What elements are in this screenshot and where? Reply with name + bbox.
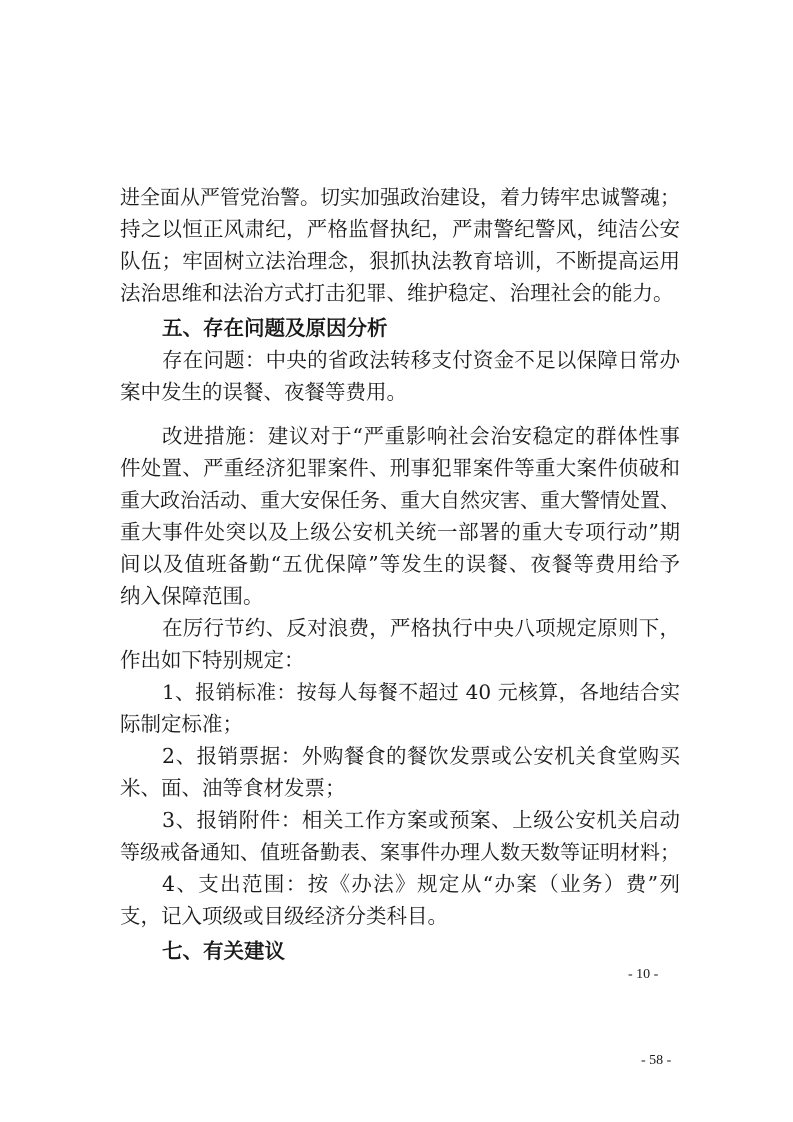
body-text-line: 作出如下特别规定： [120, 648, 305, 672]
body-text-line: 进全面从严管党治警。切实加强政治建设，着力铸牢忠诚警魂； [120, 185, 680, 209]
body-text-line: 间以及值班备勤“五优保障”等发生的误餐、夜餐等费用给予 [120, 552, 680, 576]
body-text-line: 件处置、严重经济犯罪案件、刑事犯罪案件等重大案件侦破和 [120, 456, 680, 480]
list-item-line: 支，记入项级或目级经济分类科目。 [120, 904, 448, 928]
list-item-line: 4、支出范围：按《办法》规定从“办案（业务）费”列 [162, 872, 680, 896]
section-heading: 五、存在问题及原因分析 [162, 316, 388, 340]
body-text-line: 改进措施：建议对于“严重影响社会治安稳定的群体性事 [162, 424, 680, 448]
body-text-line: 重大政治活动、重大安保任务、重大自然灾害、重大警情处置、 [120, 488, 680, 512]
list-item-line: 际制定标准； [120, 712, 243, 736]
list-item-line: 米、面、油等食材发票； [120, 776, 346, 800]
list-item-line: 3、报销附件：相关工作方案或预案、上级公安机关启动 [162, 808, 680, 832]
body-text-line: 纳入保障范围。 [120, 584, 264, 608]
list-item-line: 1、报销标准：按每人每餐不超过 40 元核算，各地结合实 [162, 680, 680, 704]
page-number-inner: - 10 - [628, 967, 659, 982]
body-text-line: 重大事件处突以及上级公安机关统一部署的重大专项行动”期 [120, 520, 680, 544]
list-item-line: 2、报销票据：外购餐食的餐饮发票或公安机关食堂购买 [162, 744, 680, 768]
list-item-line: 等级戒备通知、值班备勤表、案事件办理人数天数等证明材料； [120, 840, 680, 864]
body-text-line: 法治思维和法治方式打击犯罪、维护稳定、治理社会的能力。 [120, 281, 674, 305]
body-text-line: 队伍；牢固树立法治理念，狠抓执法教育培训，不断提高运用 [120, 249, 680, 273]
body-text-line: 案中发生的误餐、夜餐等费用。 [120, 380, 407, 404]
body-text-line: 持之以恒正风肃纪，严格监督执纪，严肃警纪警风，纯洁公安 [120, 217, 680, 241]
page-number-outer: - 58 - [641, 1053, 672, 1068]
body-text-line: 存在问题：中央的省政法转移支付资金不足以保障日常办 [162, 348, 680, 372]
body-text-line: 在厉行节约、反对浪费，严格执行中央八项规定原则下， [162, 616, 680, 640]
section-heading: 七、有关建议 [162, 939, 285, 963]
